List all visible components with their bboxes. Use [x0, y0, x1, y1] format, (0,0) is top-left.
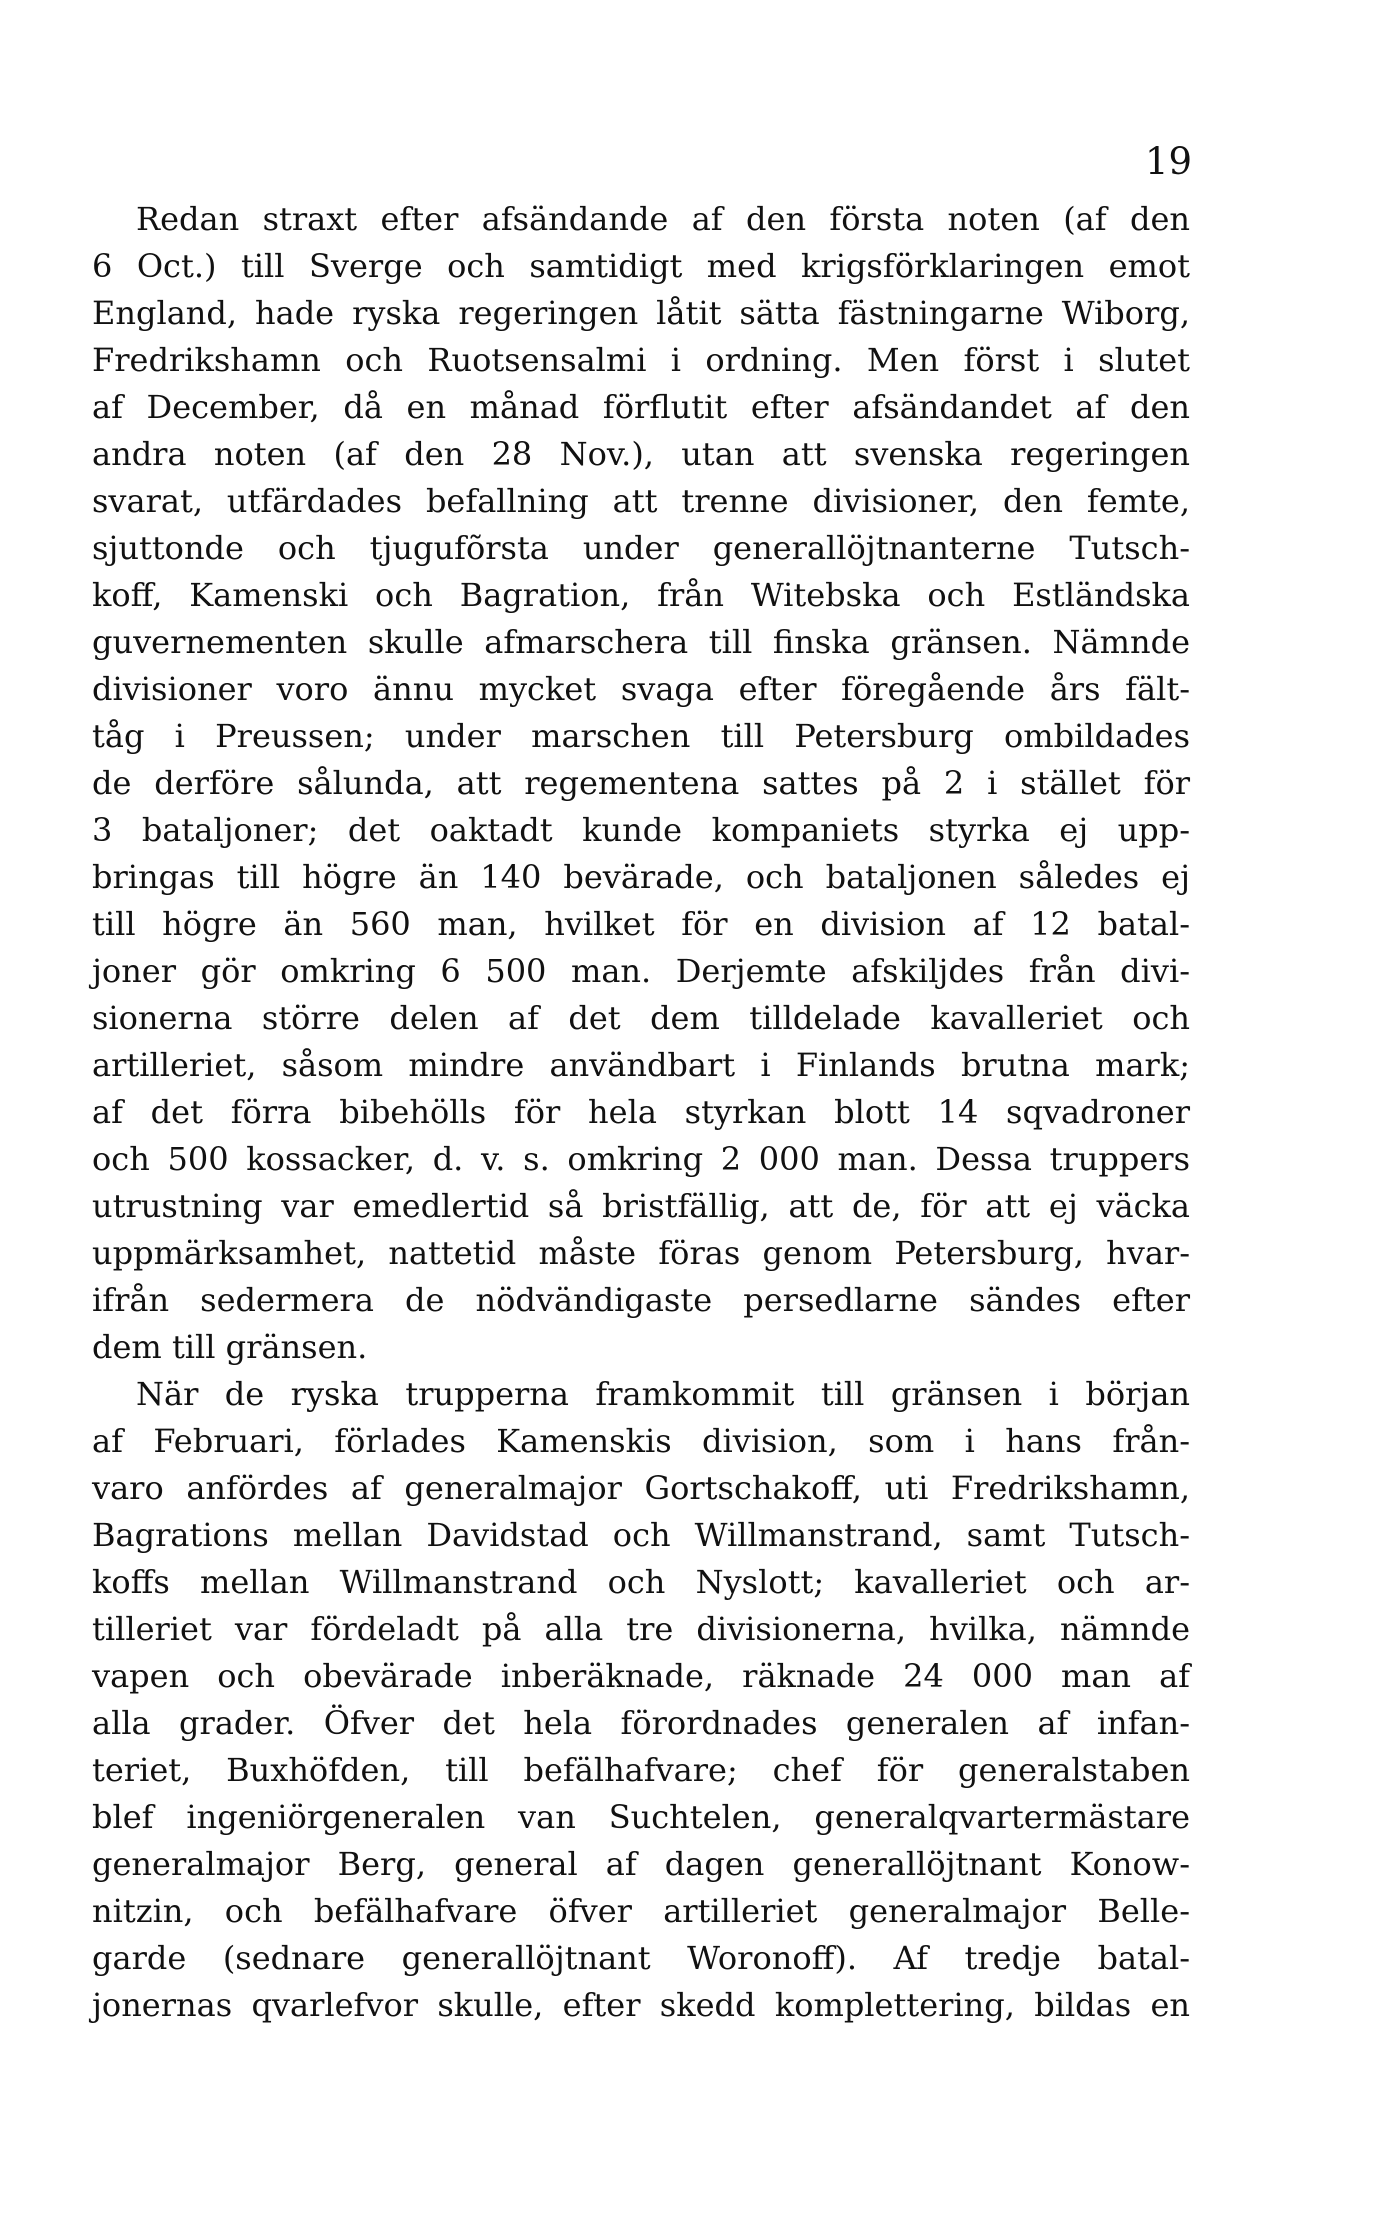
text-line: nitzin, och befälhafvare öfver artilleriet generalmajor Belle- — [92, 1892, 1190, 1930]
text-line: alla grader. Öfver det hela förordnades generalen af infan- — [92, 1704, 1190, 1742]
text-line: andra noten (af den 28 Nov.), utan att svenska regeringen — [92, 435, 1190, 473]
text-line: När de ryska trupperna framkommit till gränsen i början — [136, 1375, 1190, 1413]
text-line: 6 Oct.) till Sverge och samtidigt med krigsförklaringen emot — [92, 247, 1190, 285]
text-line: England, hade ryska regeringen låtit sätta fästningarne Wiborg, — [92, 294, 1190, 332]
text-line: garde (sednare generallöjtnant Woronoff). Af tredje batal- — [92, 1939, 1190, 1977]
text-line: svarat, utfärdades befallning att trenne divisioner, den femte, — [92, 482, 1190, 520]
text-line: generalmajor Berg, general af dagen generallöjtnant Konow- — [92, 1845, 1190, 1883]
text-line: ifrån sedermera de nödvändigaste persedlarne sändes efter — [92, 1281, 1190, 1319]
text-line: sjuttonde och tjugufõrsta under generallöjtnanterne Tutsch- — [92, 529, 1190, 567]
text-line: till högre än 560 man, hvilket för en division af 12 batal- — [92, 905, 1190, 943]
paragraph — [92, 196, 1190, 1371]
text-line: de derföre sålunda, att regementena sattes på 2 i stället för — [92, 764, 1190, 802]
text-line: Redan straxt efter afsändande af den första noten (af den — [136, 200, 1190, 238]
text-line: utrustning var emedlertid så bristfällig, att de, för att ej väcka — [92, 1187, 1190, 1225]
text-line: sionerna större delen af det dem tilldelade kavalleriet och — [92, 999, 1190, 1037]
text-line: af Februari, förlades Kamenskis division, som i hans från- — [92, 1422, 1190, 1460]
text-line: tåg i Preussen; under marschen till Petersburg ombildades — [92, 717, 1190, 755]
text-line: 3 bataljoner; det oaktadt kunde kompaniets styrka ej upp- — [92, 811, 1190, 849]
text-line: joner gör omkring 6 500 man. Derjemte afskiljdes från divi- — [92, 952, 1190, 990]
text-line: jonernas qvarlefvor skulle, efter skedd komplettering, bildas en — [92, 1986, 1190, 2024]
text-line: koffs mellan Willmanstrand och Nyslott; kavalleriet och ar- — [92, 1563, 1190, 1601]
text-line: varo anfördes af generalmajor Gortschakoff, uti Fredrikshamn, — [92, 1469, 1190, 1507]
page-number: 19 — [1145, 140, 1193, 183]
text-line: artilleriet, såsom mindre användbart i Finlands brutna mark; — [92, 1046, 1190, 1084]
text-line: bringas till högre än 140 bevärade, och bataljonen således ej — [92, 858, 1190, 896]
text-line: och 500 kossacker, d. v. s. omkring 2 000 man. Dessa truppers — [92, 1140, 1190, 1178]
text-line: divisioner voro ännu mycket svaga efter föregående års fält- — [92, 670, 1190, 708]
text-line: koff, Kamenski och Bagration, från Witebska och Estländska — [92, 576, 1190, 614]
text-line: af det förra bibehölls för hela styrkan blott 14 sqvadroner — [92, 1093, 1190, 1131]
text-line: vapen och obevärade inberäknade, räknade 24 000 man af — [92, 1657, 1190, 1695]
text-line: guvernementen skulle afmarschera till finska gränsen. Nämnde — [92, 623, 1190, 661]
body-text — [92, 196, 1190, 2029]
text-line: tilleriet var fördeladt på alla tre divisionerna, hvilka, nämnde — [92, 1610, 1190, 1648]
text-line: af December, då en månad förflutit efter afsändandet af den — [92, 388, 1190, 426]
text-line: dem till gränsen. — [92, 1328, 368, 1366]
text-line: uppmärksamhet, nattetid måste föras genom Petersburg, hvar- — [92, 1234, 1190, 1272]
text-line: Bagrations mellan Davidstad och Willmanstrand, samt Tutsch- — [92, 1516, 1190, 1554]
text-line: blef ingeniörgeneralen van Suchtelen, generalqvartermästare — [92, 1798, 1190, 1836]
text-line: teriet, Buxhöfden, till befälhafvare; chef för generalstaben — [92, 1751, 1190, 1789]
paragraph — [92, 1371, 1190, 2029]
text-line: Fredrikshamn och Ruotsensalmi i ordning. Men först i slutet — [92, 341, 1190, 379]
